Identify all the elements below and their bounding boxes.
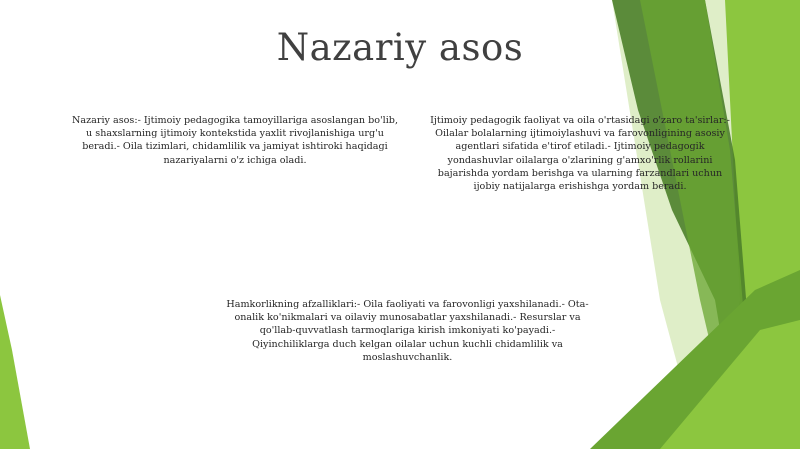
paragraph-theoretical-basis: Nazariy asos:- Ijtimoiy pedagogika tamoyillariga asoslangan bo'lib, u shaxslarning ijtimoiy kontekstida yaxlit rivojlanishiga urg'u beradi.- Oila tizimlari, chidamlilik va jamiyat ishtiroki haqidagi nazariyalarni o'z ichiga oladi. [71, 115, 398, 166]
slide-title: Nazariy asos [276, 26, 524, 69]
left-edge-green-stripe [0, 295, 30, 449]
paragraph-family-interaction: Ijtimoiy pedagogik faoliyat va oila o'rtasidagi o'zaro ta'sirlar:- Oilalar bolalarning ijtimoiylashuvi va farovonligining asosiy agentlari sifatida e'tirof etiladi.- Ijtimoiy pedagogik yondashuvlar oilalarga o'zlarining g'amxo'rlik rollarini bajarishda yordam berishga va ularning farzandlari uchun ijobiy natijalarga erishishga yordam beradi. [430, 115, 730, 193]
paragraph-collaboration-benefits: Hamkorlikning afzalliklari:- Oila faoliyati va farovonligi yaxshilanadi.- Ota-onalik ko'nikmalari va oilaviy munosabatlar yaxshilanadi.- Resurslar va qo'llab-quvvatlash tarmoqlariga kirish imkoniyati ko'payadi.- Qiyinchiliklarga duch kelgan oilalar uchun kuchli chidamlilik va moslashuvchanlik. [226, 299, 589, 363]
